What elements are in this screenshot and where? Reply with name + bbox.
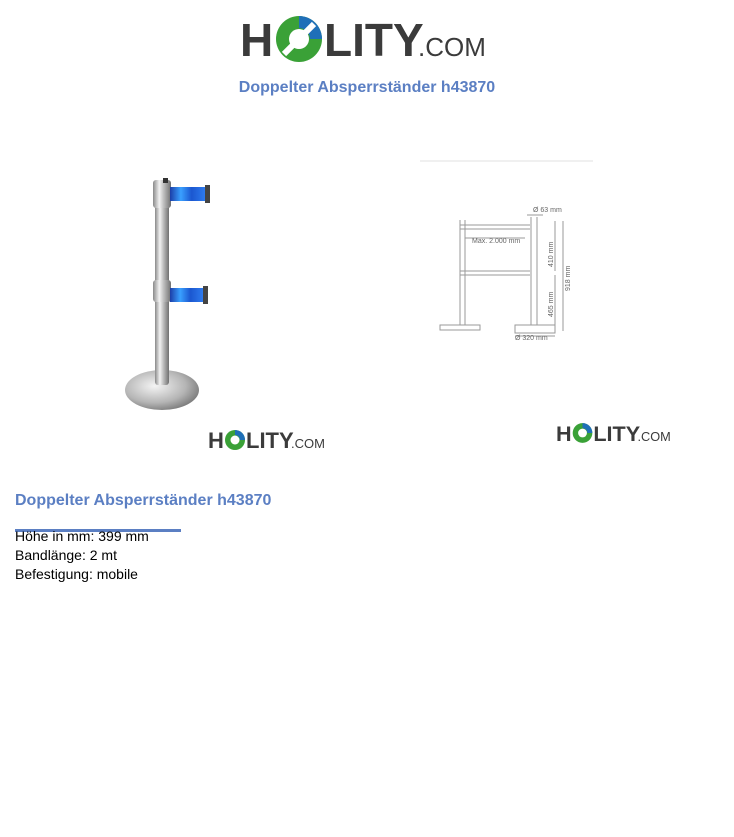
watermark-letters-lity: LITY (246, 428, 294, 453)
drawing-label-diameter-base: Ø 320 mm (515, 335, 548, 342)
watermark-o-icon (225, 430, 245, 450)
watermark-o-icon (573, 423, 593, 443)
watermark-logo (556, 419, 671, 447)
drawing-label-h3: 465 mm (548, 291, 555, 317)
page-title: Doppelter Absperrständer h43870 (238, 79, 496, 96)
spec-belt-length: Bandlänge: 2 mt (15, 547, 117, 563)
drawing-label-diameter-top: Ø 63 mm (533, 207, 562, 214)
drawing-label-h1: 410 mm (548, 241, 555, 267)
technical-drawing (415, 155, 600, 350)
watermark-logo (208, 426, 325, 454)
drawing-label-max-length: Max. 2.000 mm (472, 238, 521, 245)
watermark-com: .COM (637, 428, 671, 444)
watermark-letter-h: H (556, 420, 572, 446)
logo-o-icon (276, 16, 322, 62)
watermark-com: .COM (291, 436, 325, 451)
logo-letter-h: H (240, 14, 274, 66)
product-photo (110, 170, 220, 420)
section-title: Doppelter Absperrständer h43870 (15, 492, 272, 509)
drawing-label-h2: 918 mm (565, 265, 572, 291)
logo-letters-lity: LITY (324, 14, 424, 66)
watermark-letter-h: H (208, 428, 224, 453)
holity-logo[interactable] (240, 12, 485, 66)
logo-com: .COM (418, 32, 486, 62)
spec-mounting: Befestigung: mobile (15, 566, 138, 582)
watermark-letters-lity: LITY (593, 420, 641, 446)
spec-height: Höhe in mm: 399 mm (15, 528, 149, 544)
spec-list (15, 527, 149, 584)
